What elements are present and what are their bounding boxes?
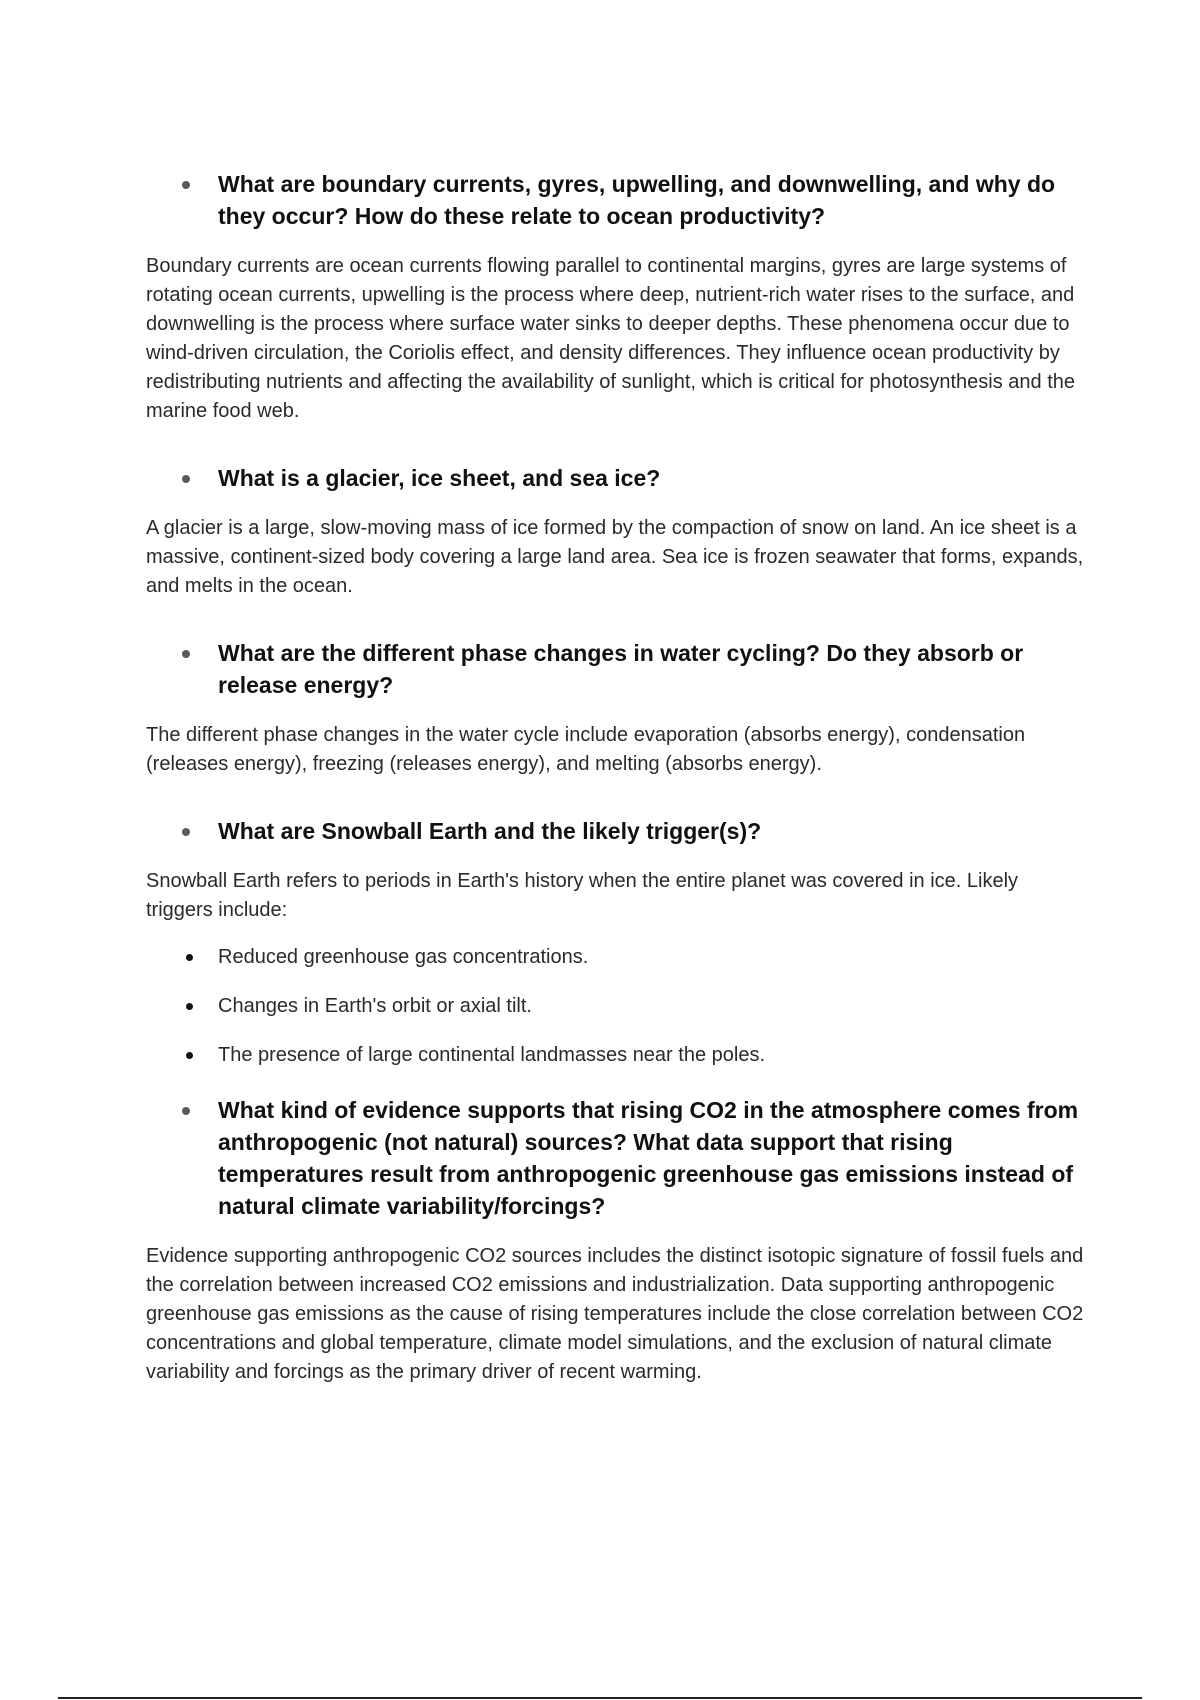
document-content <box>146 168 1090 1387</box>
question-text: What are Snowball Earth and the likely trigger(s)? <box>218 818 762 844</box>
page-bottom-rule <box>58 1697 1142 1699</box>
bullet-icon <box>182 1107 190 1115</box>
answer-paragraph: Snowball Earth refers to periods in Earth's history when the entire planet was covered in ice. Likely triggers include: <box>146 870 1019 921</box>
bullet-icon <box>182 475 190 483</box>
question-heading <box>146 462 1090 494</box>
list-item-text: Changes in Earth's orbit or axial tilt. <box>218 995 532 1017</box>
bullet-icon <box>186 954 193 961</box>
bullet-icon <box>186 1052 193 1059</box>
answer-paragraph: Evidence supporting anthropogenic CO2 sources includes the distinct isotopic signature of fossil fuels and the correlation between increased CO2 emissions and industrialization. Data supporting anthropogenic greenhouse gas emissions as the cause of rising temperatures include the close correlation between CO2 concentrations and global temperature, climate model simulations, and the exclusion of natural climate variability and forcings as the primary driver of recent warming. <box>146 1245 1084 1383</box>
question-heading <box>146 168 1090 232</box>
bullet-icon <box>186 1003 193 1010</box>
bullet-icon <box>182 828 190 836</box>
answer-paragraph: Boundary currents are ocean currents flowing parallel to continental margins, gyres are large systems of rotating ocean currents, upwelling is the process where deep, nutrient-rich water rises to the surface, and downwelling is the process where surface water sinks to deeper depths. These phenomena occur due to wind-driven circulation, the Coriolis effect, and density differences. They influence ocean productivity by redistributing nutrients and affecting the availability of sunlight, which is critical for photosynthesis and the marine food web. <box>146 255 1076 422</box>
question-heading <box>146 815 1090 847</box>
question-heading <box>146 1094 1090 1222</box>
answer-paragraph: The different phase changes in the water cycle include evaporation (absorbs energy), condensation (releases energy), freezing (releases energy), and melting (absorbs energy). <box>146 724 1026 775</box>
list-item-text: Reduced greenhouse gas concentrations. <box>218 946 589 968</box>
bullet-icon <box>182 181 190 189</box>
bullet-icon <box>182 650 190 658</box>
question-text: What kind of evidence supports that rising CO2 in the atmosphere comes from anthropogenic (not natural) sources? What data support that rising temperatures result from anthropogenic greenhouse gas emissions instead of natural climate variability/forcings? <box>218 1097 1079 1219</box>
list-item <box>146 1041 1090 1070</box>
question-text: What are boundary currents, gyres, upwelling, and downwelling, and why do they occur? How do these relate to ocean productivity? <box>218 171 1056 229</box>
question-text: What are the different phase changes in water cycling? Do they absorb or release energy? <box>218 640 1024 698</box>
trigger-list <box>146 943 1090 1070</box>
answer-paragraph: A glacier is a large, slow-moving mass of ice formed by the compaction of snow on land. An ice sheet is a massive, continent-sized body covering a large land area. Sea ice is frozen seawater that forms, expands, and melts in the ocean. <box>146 517 1084 597</box>
question-text: What is a glacier, ice sheet, and sea ice? <box>218 465 661 491</box>
question-heading <box>146 637 1090 701</box>
list-item <box>146 992 1090 1021</box>
list-item-text: The presence of large continental landmasses near the poles. <box>218 1044 766 1066</box>
list-item <box>146 943 1090 972</box>
